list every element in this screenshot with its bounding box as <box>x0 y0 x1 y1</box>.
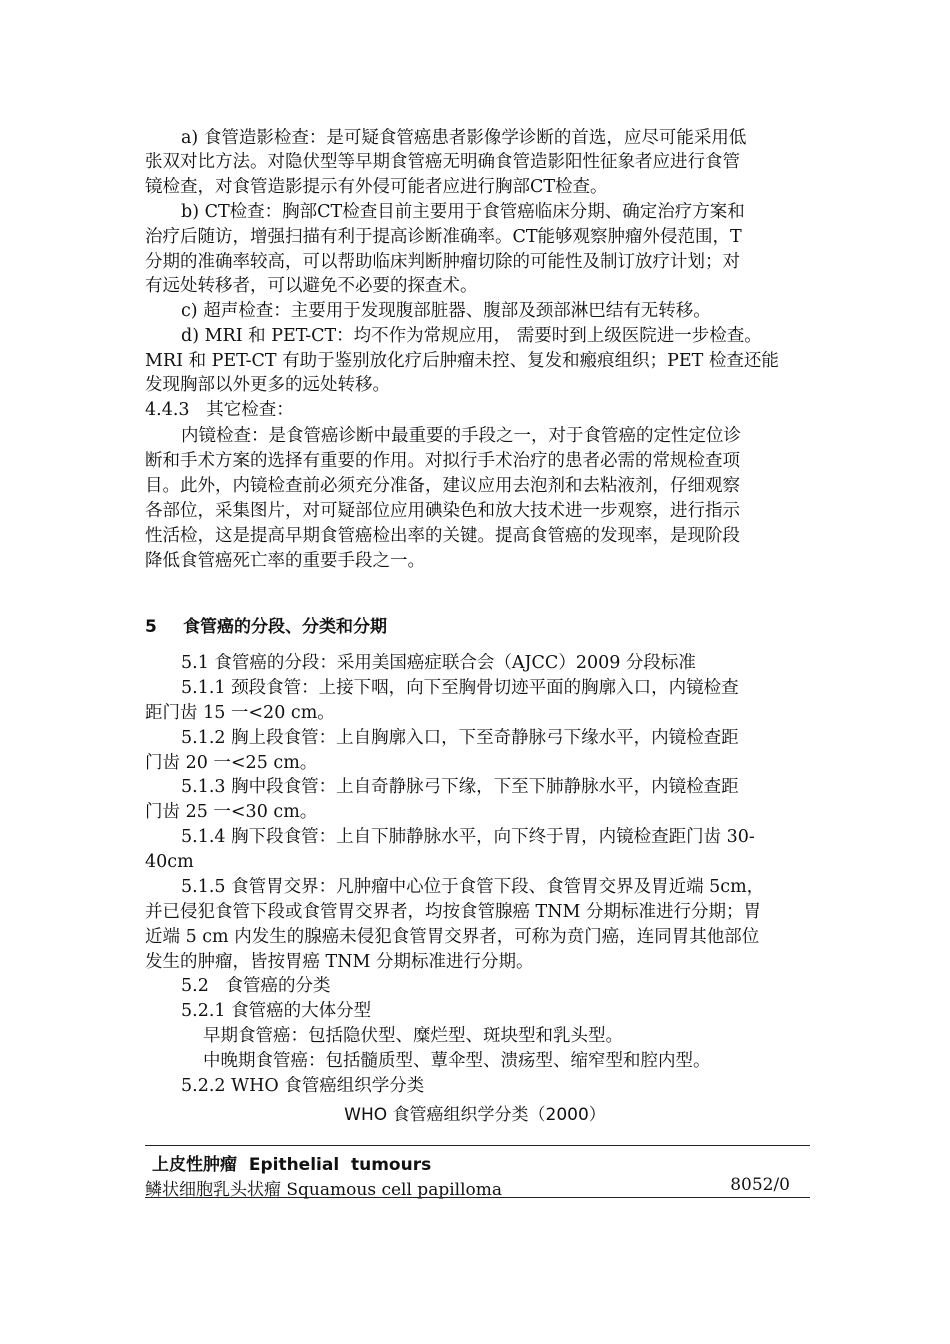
row-name: 鳞状细胞乳头状瘤 Squamous cell papilloma <box>145 1180 503 1200</box>
endo-line-4: 各部位，采集图片，对可疑部位应用碘染色和放大技术进一步观察，进行指示 <box>145 501 740 521</box>
section-5-1-5-line-4: 发生的肿瘤，皆按胃癌 TNM 分期标准进行分期。 <box>145 952 534 972</box>
section-5-1-5-line-3: 近端 5 cm 内发生的腺癌未侵犯食管胃交界者，可称为贲门癌，连同胃其他部位 <box>145 927 760 947</box>
section-5-1-4-line-1: 5.1.4 胸下段食管：上自下肺静脉水平，向下终于胃，内镜检查距门齿 30- <box>181 827 755 847</box>
para-d-line-1: d) MRI 和 PET-CT：均不作为常规应用， 需要时到上级医院进一步检查。 <box>181 326 762 346</box>
table-caption: WHO 食管癌组织学分类（2000） <box>344 1105 606 1125</box>
para-d-line-2: MRI 和 PET-CT 有助于鉴别放化疗后肿瘤未控、复发和瘢痕组织；PET 检查还能 <box>145 351 779 371</box>
para-b-line-4: 有远处转移者，可以避免不必要的探查术。 <box>145 276 478 296</box>
section-5-1-3-line-1: 5.1.3 胸中段食管：上自奇静脉弓下缘，下至下肺静脉水平，内镜检查距 <box>181 777 739 797</box>
endo-line-1: 内镜检查：是食管癌诊断中最重要的手段之一，对于食管癌的定性定位诊 <box>181 426 741 446</box>
para-b-line-3: 分期的准确率较高，可以帮助临床判断肿瘤切除的可能性及制订放疗计划；对 <box>145 252 740 272</box>
section-5-1-3-line-2: 门齿 25 一<30 cm。 <box>145 802 318 822</box>
section-5-number: 5 <box>145 617 157 637</box>
section-5-title: 食管癌的分段、分类和分期 <box>183 617 387 637</box>
table-group-header: 上皮性肿瘤 Epithelial tumours <box>152 1155 432 1175</box>
section-5-1-2-line-1: 5.1.2 胸上段食管：上自胸廓入口，下至奇静脉弓下缘水平，内镜检查距 <box>181 728 739 748</box>
late-types: 中晚期食管癌：包括髓质型、蕈伞型、溃疡型、缩窄型和腔内型。 <box>203 1051 711 1071</box>
section-5-2-1: 5.2.1 食管癌的大体分型 <box>181 1001 372 1021</box>
para-a-line-3: 镜检查，对食管造影提示有外侵可能者应进行胸部CT检查。 <box>145 177 608 197</box>
endo-line-3: 目。此外，内镜检查前必须充分准备，建议应用去泡剂和去粘液剂，仔细观察 <box>145 476 740 496</box>
section-5-1: 5.1 食管癌的分段：采用美国癌症联合会（AJCC）2009 分段标准 <box>181 653 696 673</box>
para-b-line-1: b) CT检查：胸部CT检查目前主要用于食管癌临床分期、确定治疗方案和 <box>181 202 745 222</box>
endo-line-2: 断和手术方案的选择有重要的作用。对拟行手术治疗的患者必需的常规检查项 <box>145 451 740 471</box>
para-d-line-3: 发现胸部以外更多的远处转移。 <box>145 375 390 395</box>
table-top-rule <box>145 1145 810 1146</box>
para-c-line-1: c) 超声检查：主要用于发现腹部脏器、腹部及颈部淋巴结有无转移。 <box>181 301 711 321</box>
section-5-heading <box>145 612 387 637</box>
para-b-line-2: 治疗后随访，增强扫描有利于提高诊断准确率。CT能够观察肿瘤外侵范围，T <box>145 227 742 247</box>
row-code: 8052/0 <box>730 1175 790 1195</box>
section-5-1-5-line-1: 5.1.5 食管胃交界：凡肿瘤中心位于食管下段、食管胃交界及胃近端 5cm， <box>181 877 765 897</box>
section-5-1-5-line-2: 并已侵犯食管下段或食管胃交界者，均按食管腺癌 TNM 分期标准进行分期；胃 <box>145 902 762 922</box>
endo-line-6: 降低食管癌死亡率的重要手段之一。 <box>145 551 425 571</box>
section-5-2: 5.2 食管癌的分类 <box>181 976 331 996</box>
section-5-1-1-line-2: 距门齿 15 一<20 cm。 <box>145 703 335 723</box>
para-a-line-1: a) 食管造影检查：是可疑食管癌患者影像学诊断的首选，应尽可能采用低 <box>181 128 747 148</box>
section-5-1-2-line-2: 门齿 20 一<25 cm。 <box>145 753 318 773</box>
early-types: 早期食管癌：包括隐伏型、糜烂型、斑块型和乳头型。 <box>203 1026 623 1046</box>
table-row-rule <box>145 1197 810 1198</box>
section-5-1-1-line-1: 5.1.1 颈段食管：上接下咽，向下至胸骨切迹平面的胸廓入口，内镜检查 <box>181 678 739 698</box>
section-5-1-4-line-2: 40cm <box>145 852 194 872</box>
para-a-line-2: 张双对比方法。对隐伏型等早期食管癌无明确食管造影阳性征象者应进行食管 <box>145 152 740 172</box>
section-4-4-3-heading: 4.4.3 其它检查： <box>145 400 294 420</box>
section-5-2-2: 5.2.2 WHO 食管癌组织学分类 <box>181 1076 425 1096</box>
endo-line-5: 性活检，这是提高早期食管癌检出率的关键。提高食管癌的发现率，是现阶段 <box>145 526 740 546</box>
